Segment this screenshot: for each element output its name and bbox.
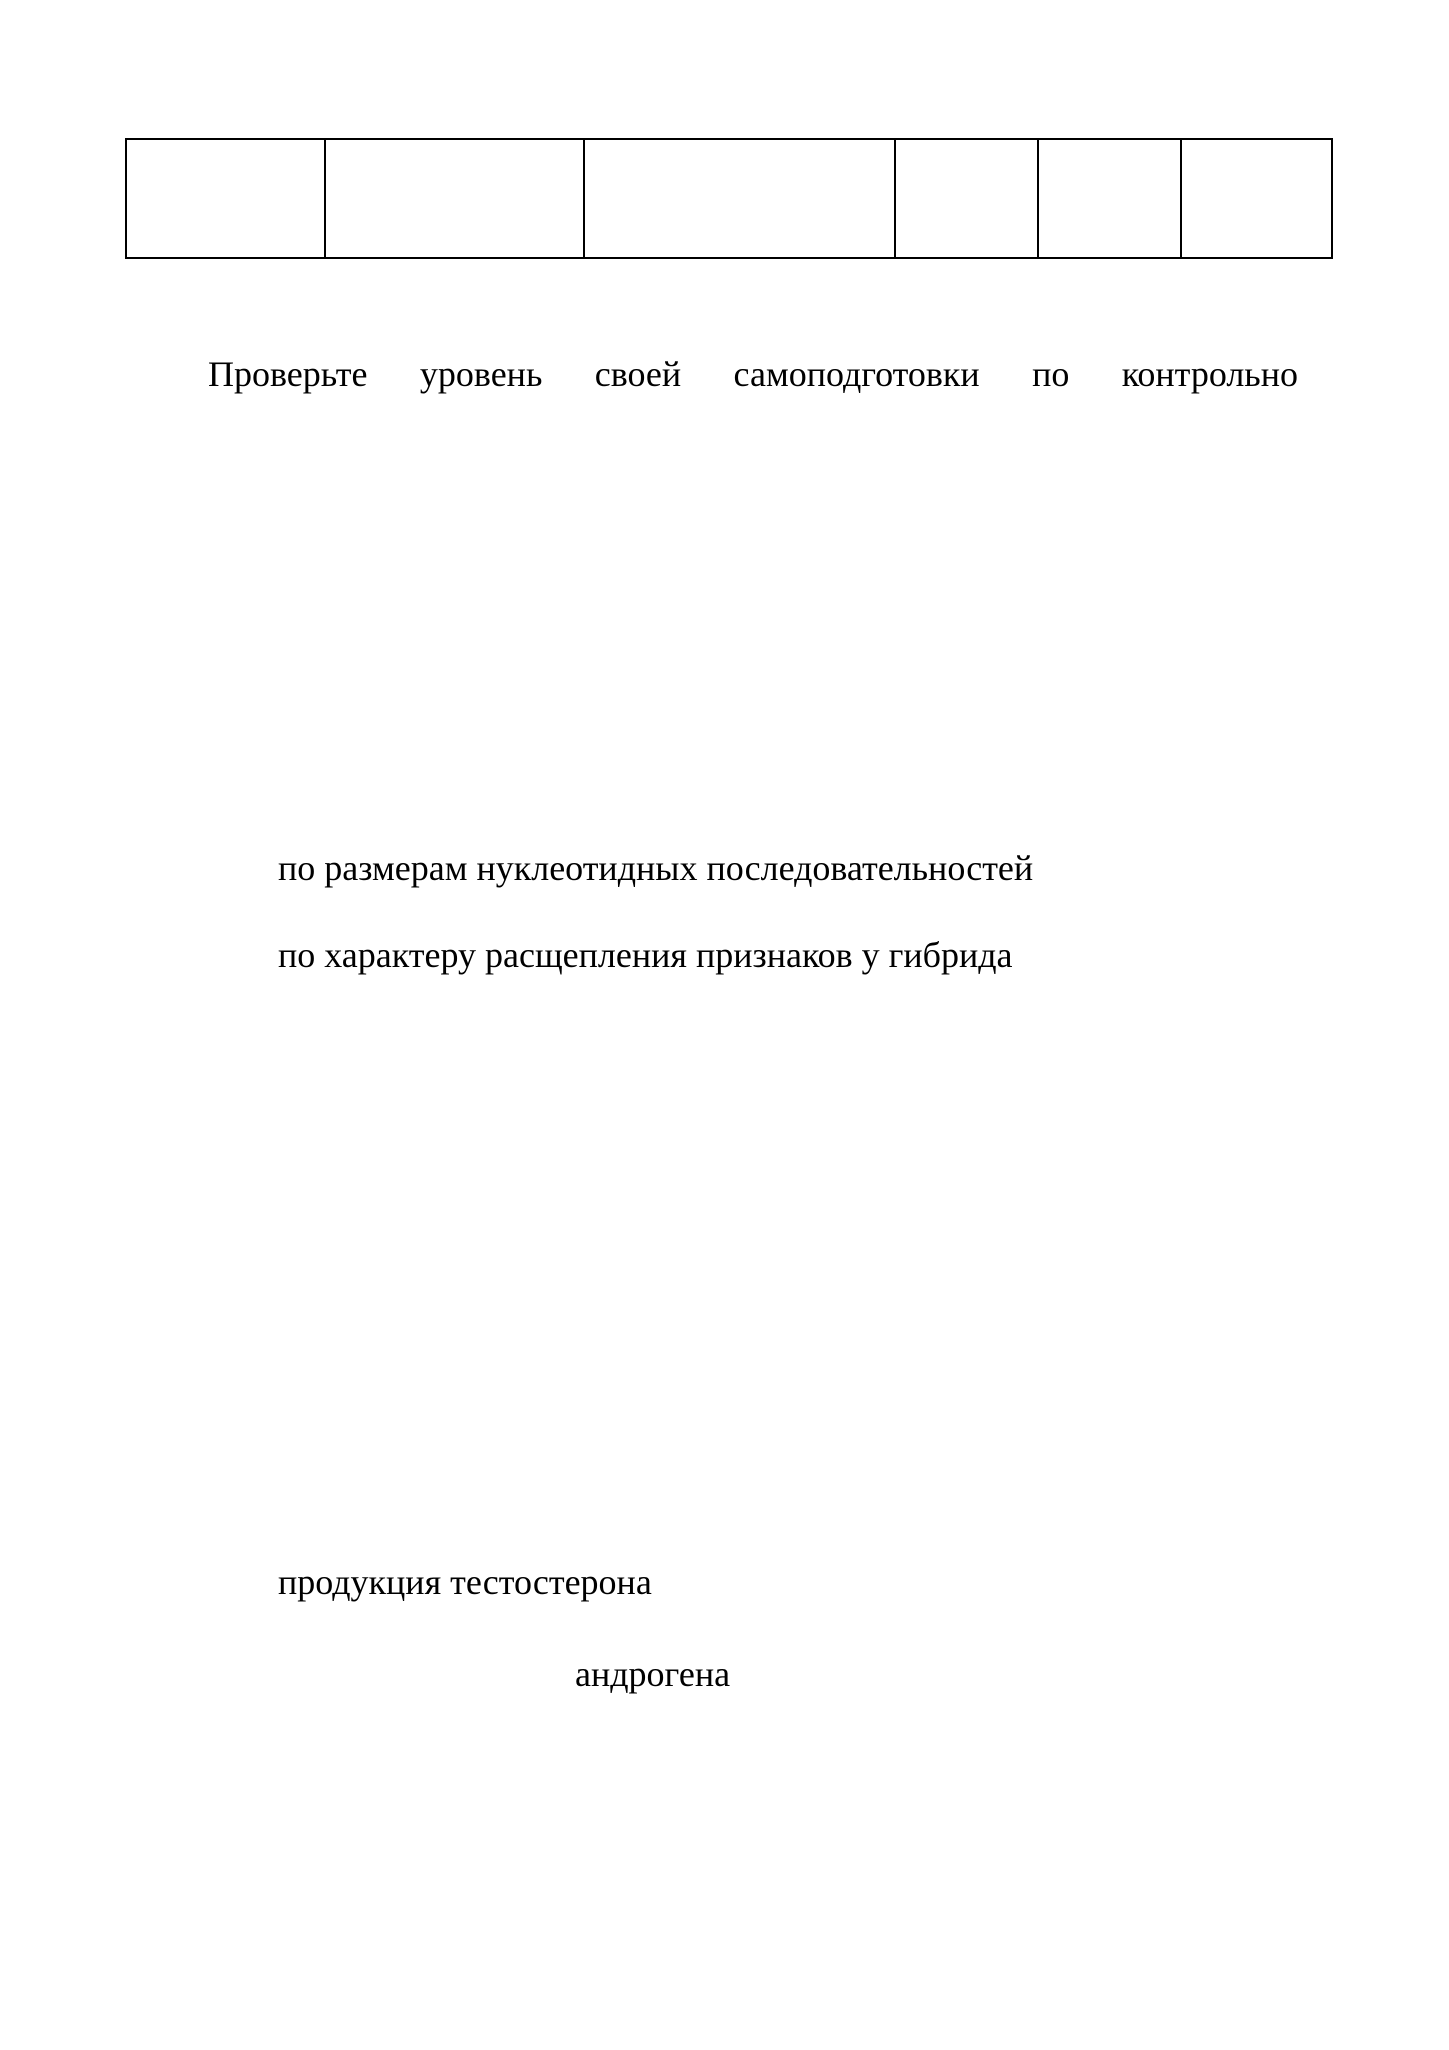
text-line: по размерам нуклеотидных последовательностей — [278, 848, 1034, 888]
table-cell — [1181, 139, 1332, 258]
table-cell — [126, 139, 325, 258]
table-row — [126, 139, 1332, 258]
table-cell — [584, 139, 895, 258]
table-cell — [1038, 139, 1181, 258]
text-line: по характеру расщепления признаков у гибрида — [278, 935, 1013, 975]
instruction-text: Проверьте уровень своей самоподготовки по контрольно — [208, 354, 1298, 394]
text-line: продукция тестостерона — [278, 1562, 652, 1602]
answer-table — [125, 138, 1333, 259]
text-line: андрогена — [575, 1654, 731, 1694]
table-cell — [895, 139, 1038, 258]
table-cell — [325, 139, 584, 258]
